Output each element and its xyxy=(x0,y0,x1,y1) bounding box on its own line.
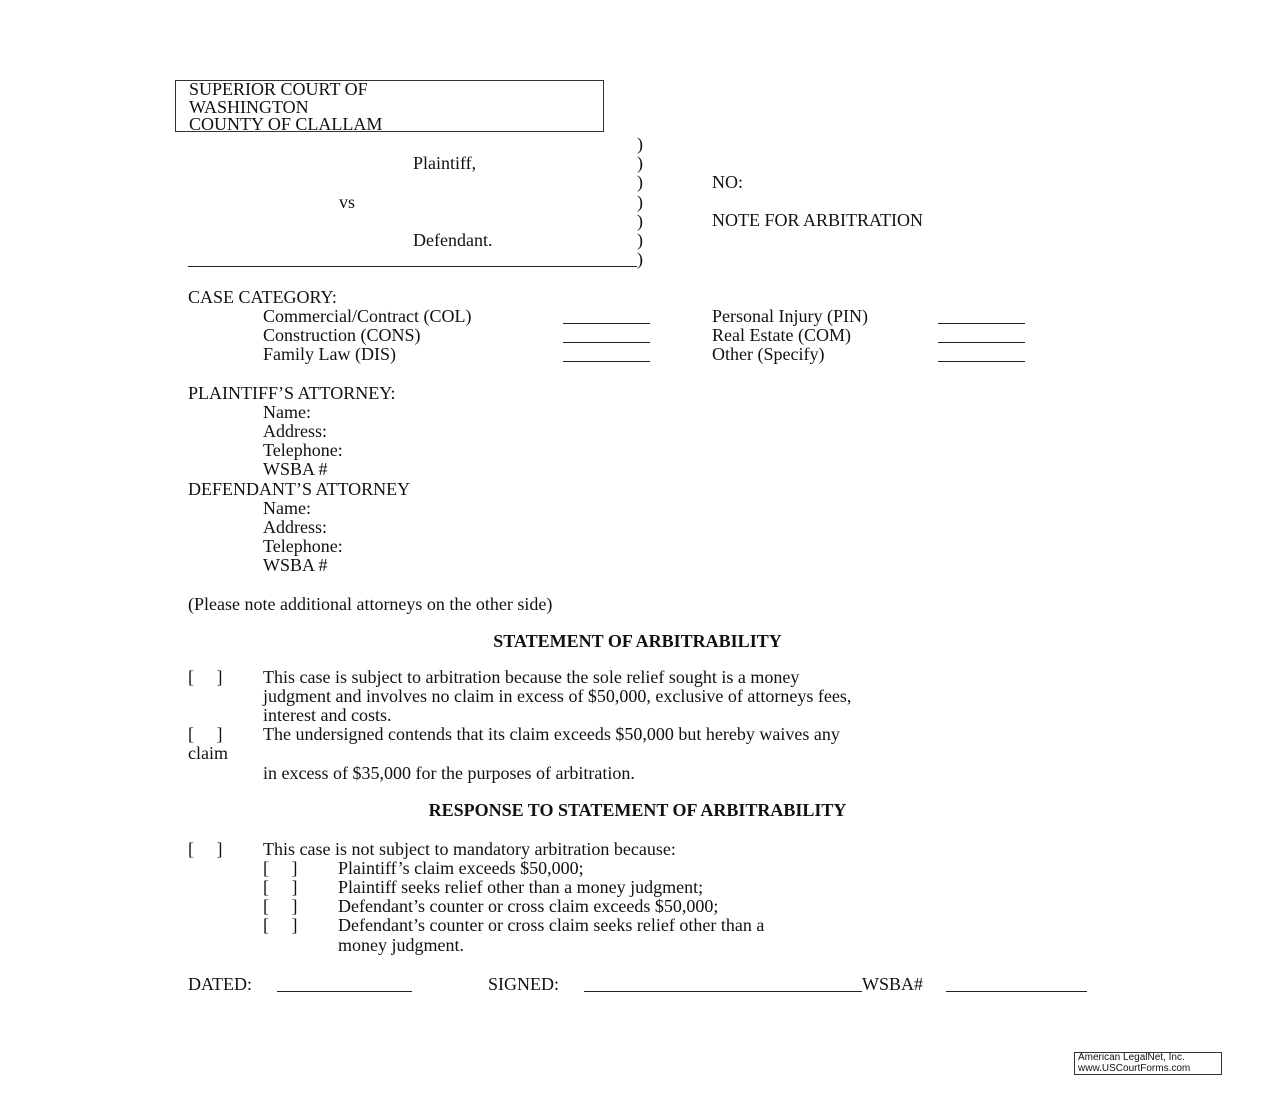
response-sub-checkbox-1[interactable]: [ ] xyxy=(263,858,298,878)
court-line-3: COUNTY OF CLALLAM xyxy=(189,114,383,134)
category-personal-injury: Personal Injury (PIN) xyxy=(712,306,868,326)
category-commercial: Commercial/Contract (COL) xyxy=(263,306,472,326)
statement-item-1-line-2: judgment and involves no claim in excess of $50,000, exclusive of attorneys fees, xyxy=(263,686,852,706)
category-construction-blank[interactable] xyxy=(563,328,650,343)
defendant-label: Defendant. xyxy=(413,230,493,250)
response-heading-text: RESPONSE TO STATEMENT OF ARBITRABILITY xyxy=(428,800,847,820)
statement-checkbox-2[interactable]: [ ] xyxy=(188,724,223,744)
caption-paren: ) xyxy=(637,153,643,173)
plaintiff-label: Plaintiff, xyxy=(413,153,477,173)
response-sub-item-3: Defendant’s counter or cross claim exceeds $50,000; xyxy=(338,896,719,916)
defendant-attorney-wsba: WSBA # xyxy=(263,555,328,575)
court-line-1: SUPERIOR COURT OF xyxy=(189,79,368,99)
case-number-label: NO: xyxy=(712,172,743,192)
caption-paren: ) xyxy=(637,192,643,212)
case-category-heading: CASE CATEGORY: xyxy=(188,287,337,307)
defendant-attorney-heading: DEFENDANT’S ATTORNEY xyxy=(188,479,411,499)
caption-paren: ) xyxy=(637,249,643,269)
court-name-box xyxy=(175,80,604,132)
plaintiff-attorney-heading: PLAINTIFF’S ATTORNEY: xyxy=(188,383,396,403)
statement-heading xyxy=(0,632,1275,651)
court-line-2: WASHINGTON xyxy=(189,96,309,117)
plaintiff-attorney-name: Name: xyxy=(263,402,311,422)
category-other-blank[interactable] xyxy=(938,347,1025,362)
additional-attorneys-note: (Please note additional attorneys on the other side) xyxy=(188,594,553,614)
response-sub-item-4-wrap: money judgment. xyxy=(338,935,464,955)
category-family-law: Family Law (DIS) xyxy=(263,344,396,364)
signed-blank[interactable] xyxy=(584,977,862,992)
caption-underline xyxy=(188,266,637,267)
category-commercial-blank[interactable] xyxy=(563,309,650,324)
plaintiff-attorney-wsba: WSBA # xyxy=(263,459,328,479)
defendant-attorney-telephone: Telephone: xyxy=(263,536,343,556)
category-personal-injury-blank[interactable] xyxy=(938,309,1025,324)
statement-item-2-line-1: The undersigned contends that its claim exceeds $50,000 but hereby waives any xyxy=(263,724,840,744)
wsba-label: WSBA# xyxy=(862,974,924,994)
statement-item-1-line-1: This case is subject to arbitration because the sole relief sought is a money xyxy=(263,667,800,687)
statement-heading-text: STATEMENT OF ARBITRABILITY xyxy=(493,631,782,651)
publisher-name: American LegalNet, Inc. xyxy=(1078,1052,1185,1063)
publisher-url: www.USCourtForms.com xyxy=(1078,1062,1191,1074)
publisher-stamp xyxy=(1074,1052,1222,1075)
category-real-estate: Real Estate (COM) xyxy=(712,325,851,345)
statement-item-2-line-2: in excess of $35,000 for the purposes of arbitration. xyxy=(263,763,635,783)
plaintiff-attorney-telephone: Telephone: xyxy=(263,440,343,460)
statement-item-2-wrap: claim xyxy=(188,743,228,763)
vs-label: vs xyxy=(339,192,356,212)
dated-blank[interactable] xyxy=(277,977,412,992)
response-sub-item-2: Plaintiff seeks relief other than a money judgment; xyxy=(338,877,704,897)
statement-item-1-line-3: interest and costs. xyxy=(263,705,392,725)
category-family-law-blank[interactable] xyxy=(563,347,650,362)
response-checkbox-main[interactable]: [ ] xyxy=(188,839,223,859)
defendant-attorney-address: Address: xyxy=(263,517,327,537)
plaintiff-attorney-address: Address: xyxy=(263,421,327,441)
caption-paren: ) xyxy=(637,211,643,231)
dated-label: DATED: xyxy=(188,974,252,994)
response-sub-item-4: Defendant’s counter or cross claim seeks relief other than a xyxy=(338,915,765,935)
defendant-attorney-name: Name: xyxy=(263,498,311,518)
category-other: Other (Specify) xyxy=(712,344,825,364)
response-heading xyxy=(0,801,1275,820)
caption-paren: ) xyxy=(637,230,643,250)
caption-paren: ) xyxy=(637,134,643,154)
response-sub-checkbox-3[interactable]: [ ] xyxy=(263,896,298,916)
response-sub-checkbox-2[interactable]: [ ] xyxy=(263,877,298,897)
caption-paren: ) xyxy=(637,172,643,192)
wsba-blank[interactable] xyxy=(946,977,1087,992)
signed-label: SIGNED: xyxy=(488,974,559,994)
response-sub-checkbox-4[interactable]: [ ] xyxy=(263,915,298,935)
response-main-text: This case is not subject to mandatory arbitration because: xyxy=(263,839,676,859)
category-real-estate-blank[interactable] xyxy=(938,328,1025,343)
statement-checkbox-1[interactable]: [ ] xyxy=(188,667,223,687)
document-title: NOTE FOR ARBITRATION xyxy=(712,210,924,230)
response-sub-item-1: Plaintiff’s claim exceeds $50,000; xyxy=(338,858,584,878)
category-construction: Construction (CONS) xyxy=(263,325,421,345)
